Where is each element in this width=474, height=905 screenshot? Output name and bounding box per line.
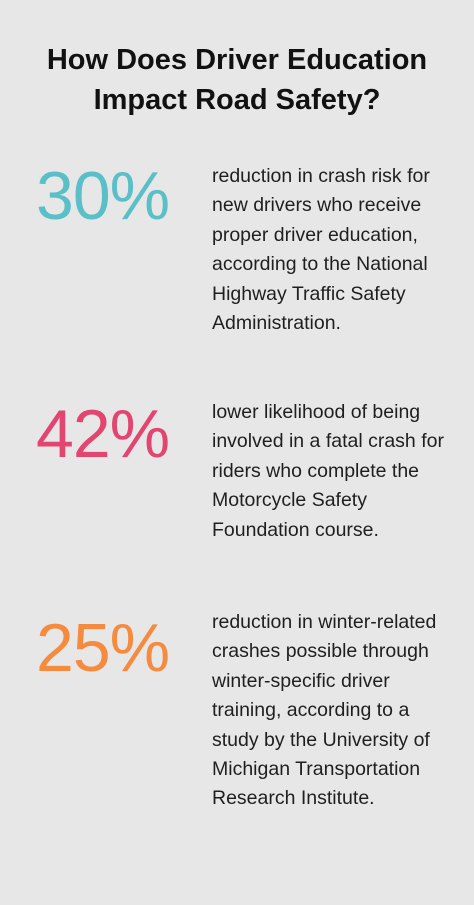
- stat-description: lower likelihood of being involved in a fatal crash for riders who complete the Motorcycle Safety Foundation course.: [212, 401, 444, 541]
- stat-description: reduction in winter-related crashes possible through winter-specific driver training, according to a study by the University of Michigan Transportation Research Institute.: [212, 611, 437, 810]
- page-title: How Does Driver Education Impact Road Safety?: [46, 44, 428, 116]
- stat-percentage: 30%: [36, 158, 170, 234]
- stat-percentage: 42%: [36, 396, 170, 472]
- stat-percentage: 25%: [36, 610, 170, 686]
- stat-description: reduction in crash risk for new drivers who receive proper driver education, according to the National Highway Traffic Safety Administration.: [212, 165, 430, 335]
